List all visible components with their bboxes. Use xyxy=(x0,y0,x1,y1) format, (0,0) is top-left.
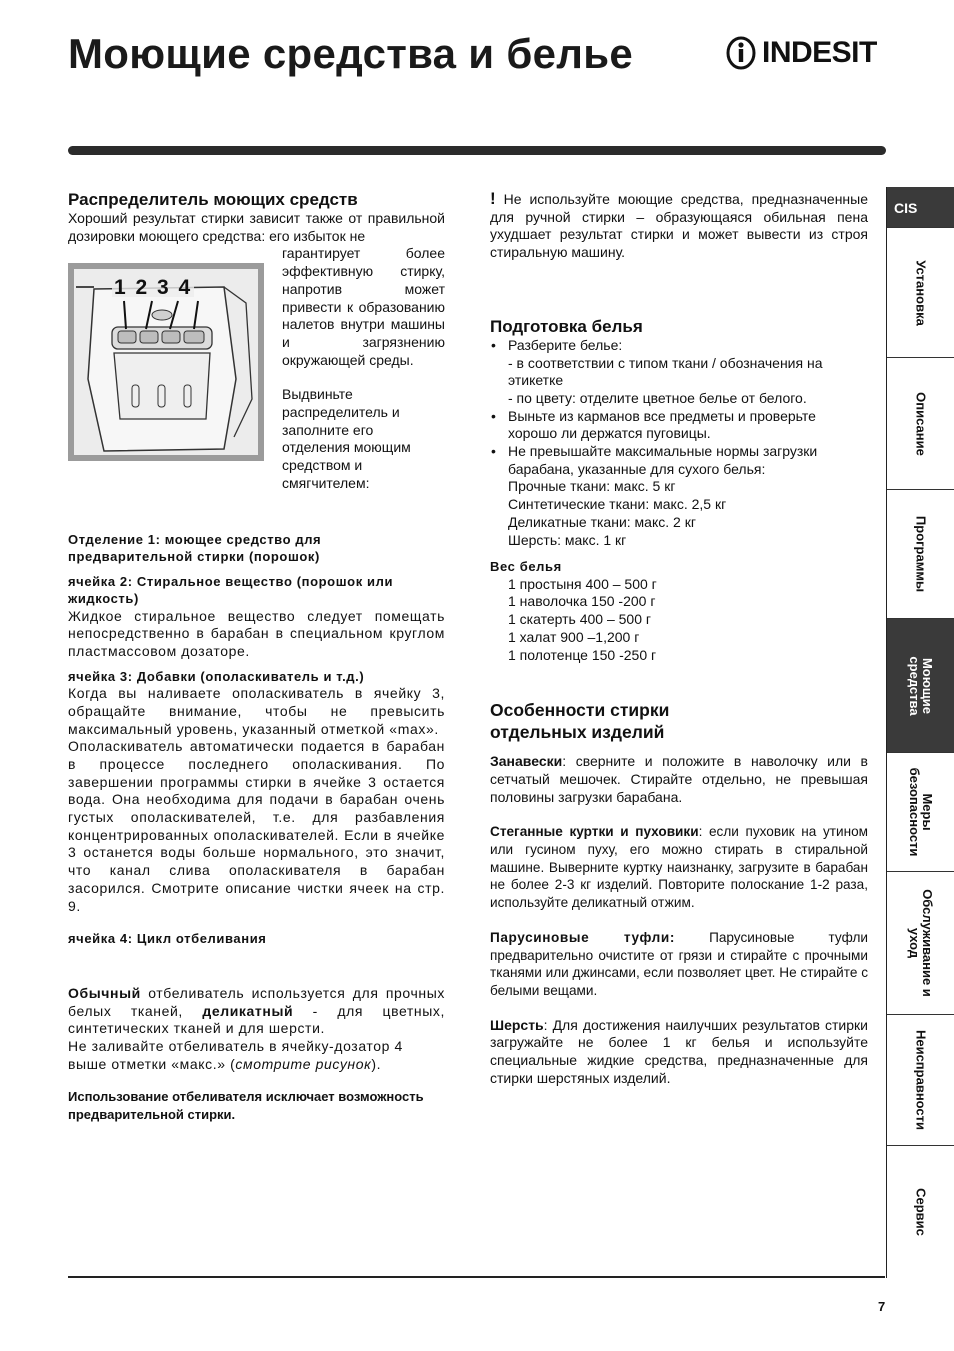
list-item xyxy=(490,443,868,549)
prep-bullet-1a: - в соответствии с типом ткани / обозначения на этикетке xyxy=(508,354,823,389)
dispenser-intro: Хороший результат стирки зависит также от правильной дозировки моющего средства: его избыток не xyxy=(68,210,445,244)
dispenser-figure xyxy=(68,263,264,461)
page-number: 7 xyxy=(878,1299,886,1314)
compartment-3-title: ячейка 3: Добавки (ополаскиватель и т.д.) xyxy=(68,668,365,684)
load-limit: Деликатные ткани: макс. 2 кг xyxy=(508,513,696,530)
special-heading xyxy=(490,699,868,743)
compartment-3-text-1: Когда вы наливаете ополаскиватель в ячейку 3, обращайте внимание, чтобы не превысить максимальный уровень, указанный отметкой «max». xyxy=(68,685,445,737)
tab-detergents[interactable] xyxy=(887,619,954,753)
tab-programs[interactable] xyxy=(887,490,954,619)
dispenser-figure-text xyxy=(282,245,445,492)
tab-description[interactable] xyxy=(887,358,954,490)
tab-maintenance[interactable] xyxy=(887,872,954,1015)
region-tab xyxy=(887,187,954,228)
prep-bullet-1: Разберите белье: xyxy=(508,336,623,353)
shoes-text: Парусиновые туфли предварительно очистите от грязи и стирайте с прочными тканями или джинсами, если позволяет цвет. Не стирайте с белыми вещами. xyxy=(490,929,868,998)
special-heading-line-1: Особенности стирки xyxy=(490,700,670,721)
right-column xyxy=(490,190,868,1088)
tab-label: Обслуживание и уход xyxy=(907,889,935,997)
weight-list xyxy=(490,576,868,665)
prep-list xyxy=(490,337,868,549)
shoes-paragraph xyxy=(490,929,868,1000)
tab-label: Меры безопасности xyxy=(907,767,935,857)
weight-item: 1 полотенце 150 -250 г xyxy=(508,646,657,663)
prep-bullet-3: Не превышайте максимальные нормы загрузки барабана, указанные для сухого белья: xyxy=(508,443,818,477)
wool-label: Шерсть xyxy=(490,1016,544,1033)
load-limit: Синтетические ткани: макс. 2,5 кг xyxy=(508,496,727,513)
compartment-3-text-2: Ополаскиватель автоматически подается в барабан в процессе последнего ополаскивания. По завершении программы стирки в ячейке 3 остается вода. Она необходима для подачи в барабан очень густых ополаскивателей, т.е. для разбавления концентрированных ополаскивателей. Если в ячейке 3 останется воды больше нормального, это значит, что канал слива ополаскивателя в барабан засорился. Смотрите описание чистки ячеек на стр. 9. xyxy=(68,738,445,914)
bleach-limit xyxy=(68,1038,445,1073)
jackets-text: : если пуховик на утином или гусином пуху, его можно стирать в стиральной машине. Выверните куртку наизнанку, загрузите в барабан не более 2-3 кг изделий. Повторите полоскание 1-2 раза, используйте деликатный отжим. xyxy=(490,824,868,911)
region-label: CIS xyxy=(894,200,918,216)
page-title: Моющие средства и белье xyxy=(68,30,634,77)
load-limit: Прочные ткани: макс. 5 кг xyxy=(508,478,676,495)
curtains-paragraph xyxy=(490,753,868,806)
special-heading-line-2: отдельных изделий xyxy=(490,722,665,743)
prep-bullet-2: Выньте из карманов все предметы и проверьте хорошо ли держатся пуговицы. xyxy=(508,407,816,442)
weight-item: 1 скатерть 400 – 500 г xyxy=(508,611,651,628)
dispenser-pull: Выдвиньте распределитель и заполните его отделения моющим средством и смягчителем: xyxy=(282,386,411,491)
tab-troubleshooting[interactable] xyxy=(887,1015,954,1146)
compartment-4-title: ячейка 4: Цикл отбеливания xyxy=(68,931,267,947)
warning-mark: ! xyxy=(490,189,496,208)
bleach-text-1: отбеливатель используется для прочных белых тканей, xyxy=(68,984,445,1019)
wool-paragraph xyxy=(490,1017,868,1088)
prep-bullet-1b: - по цвету: отделите цветное белье от белого. xyxy=(508,389,807,406)
tab-safety[interactable] xyxy=(887,753,954,872)
compartment-1: Отделение 1: моющее средство для предварительной стирки (порошок) xyxy=(68,531,322,565)
warning-text: Не используйте моющие средства, предназначенные для ручной стирки – образующаяся обильная пена ухудшает результат стирки и может вывести из строя стиральную машину. xyxy=(490,191,869,261)
tab-label: Установка xyxy=(913,259,929,326)
weight-item: 1 халат 900 –1,200 г xyxy=(508,628,640,645)
tab-label: Сервис xyxy=(913,1187,929,1236)
compartment-2-text: Жидкое стиральное вещество следует помещать непосредственно в барабан в специальном круглом пластмассовом дозаторе. xyxy=(68,607,445,659)
tab-installation[interactable] xyxy=(887,228,954,358)
compartment-2-title: ячейка 2: Стиральное вещество (порошок или жидкость) xyxy=(68,573,394,607)
bleach-text-2: - для цветных, синтетических тканей и для шерсти. xyxy=(68,1002,446,1037)
weight-item: 1 наволочка 150 -200 г xyxy=(508,593,656,610)
indesit-logo-icon xyxy=(726,36,756,70)
dispenser-heading: Распределитель моющих средств xyxy=(68,190,358,209)
bleach-see-figure: смотрите рисунок xyxy=(235,1055,372,1072)
dispenser-cont: гарантирует более эффективную стирку, напротив может привести к образованию налетов внутри машины и загрязнению окружающей среды. xyxy=(282,245,445,368)
header-divider xyxy=(68,146,886,155)
jackets-paragraph xyxy=(490,823,868,912)
wool-text: : Для достижения наилучших результатов стирки загружайте не более 1 кг белья и используйте специальные жидкие средства, предназначенные для стирки шерстяных изделий. xyxy=(490,1016,868,1086)
tab-label: Программы xyxy=(913,515,929,593)
tab-service[interactable] xyxy=(887,1146,954,1277)
warning-paragraph xyxy=(490,190,868,262)
jackets-label: Стеганные куртки и пуховики xyxy=(490,824,699,840)
bleach-note: Использование отбеливателя исключает возможность предварительной стирки. xyxy=(68,1089,424,1122)
bleach-text-3: Не заливайте отбеливатель в ячейку-дозатор 4 выше отметки «макс.» ( xyxy=(68,1037,403,1072)
brand-name: INDESIT xyxy=(762,36,877,69)
brand-logo xyxy=(726,36,877,70)
list-item xyxy=(490,408,868,443)
tab-label: Моющие средства xyxy=(907,655,935,716)
bleach-delicate: деликатный xyxy=(202,1002,294,1019)
bleach-paragraph xyxy=(68,985,445,1038)
bleach-normal: Обычный xyxy=(68,984,141,1001)
tab-label: Неисправности xyxy=(913,1029,929,1131)
curtains-text: : сверните и положите в наволочку или в сетчатый мешочек. Стирайте отдельно, не превышая половины загрузки барабана. xyxy=(490,753,868,805)
weight-item: 1 простыня 400 – 500 г xyxy=(508,575,657,592)
section-tab-rail xyxy=(886,187,954,1278)
tab-label: Описание xyxy=(913,391,929,456)
load-limit: Шерсть: макс. 1 кг xyxy=(508,531,627,548)
footer-divider xyxy=(68,1276,885,1278)
prep-heading: Подготовка белья xyxy=(490,316,643,336)
shoes-label: Парусиновые туфли: xyxy=(490,929,675,945)
compartment-numbers: 1 2 3 4 xyxy=(114,276,193,300)
list-item xyxy=(490,337,868,408)
bleach-text-4: ). xyxy=(371,1055,382,1072)
left-column xyxy=(68,190,445,1123)
weight-heading: Вес белья xyxy=(490,559,562,575)
curtains-label: Занавески xyxy=(490,753,563,770)
dispenser-figure-row xyxy=(68,245,445,492)
